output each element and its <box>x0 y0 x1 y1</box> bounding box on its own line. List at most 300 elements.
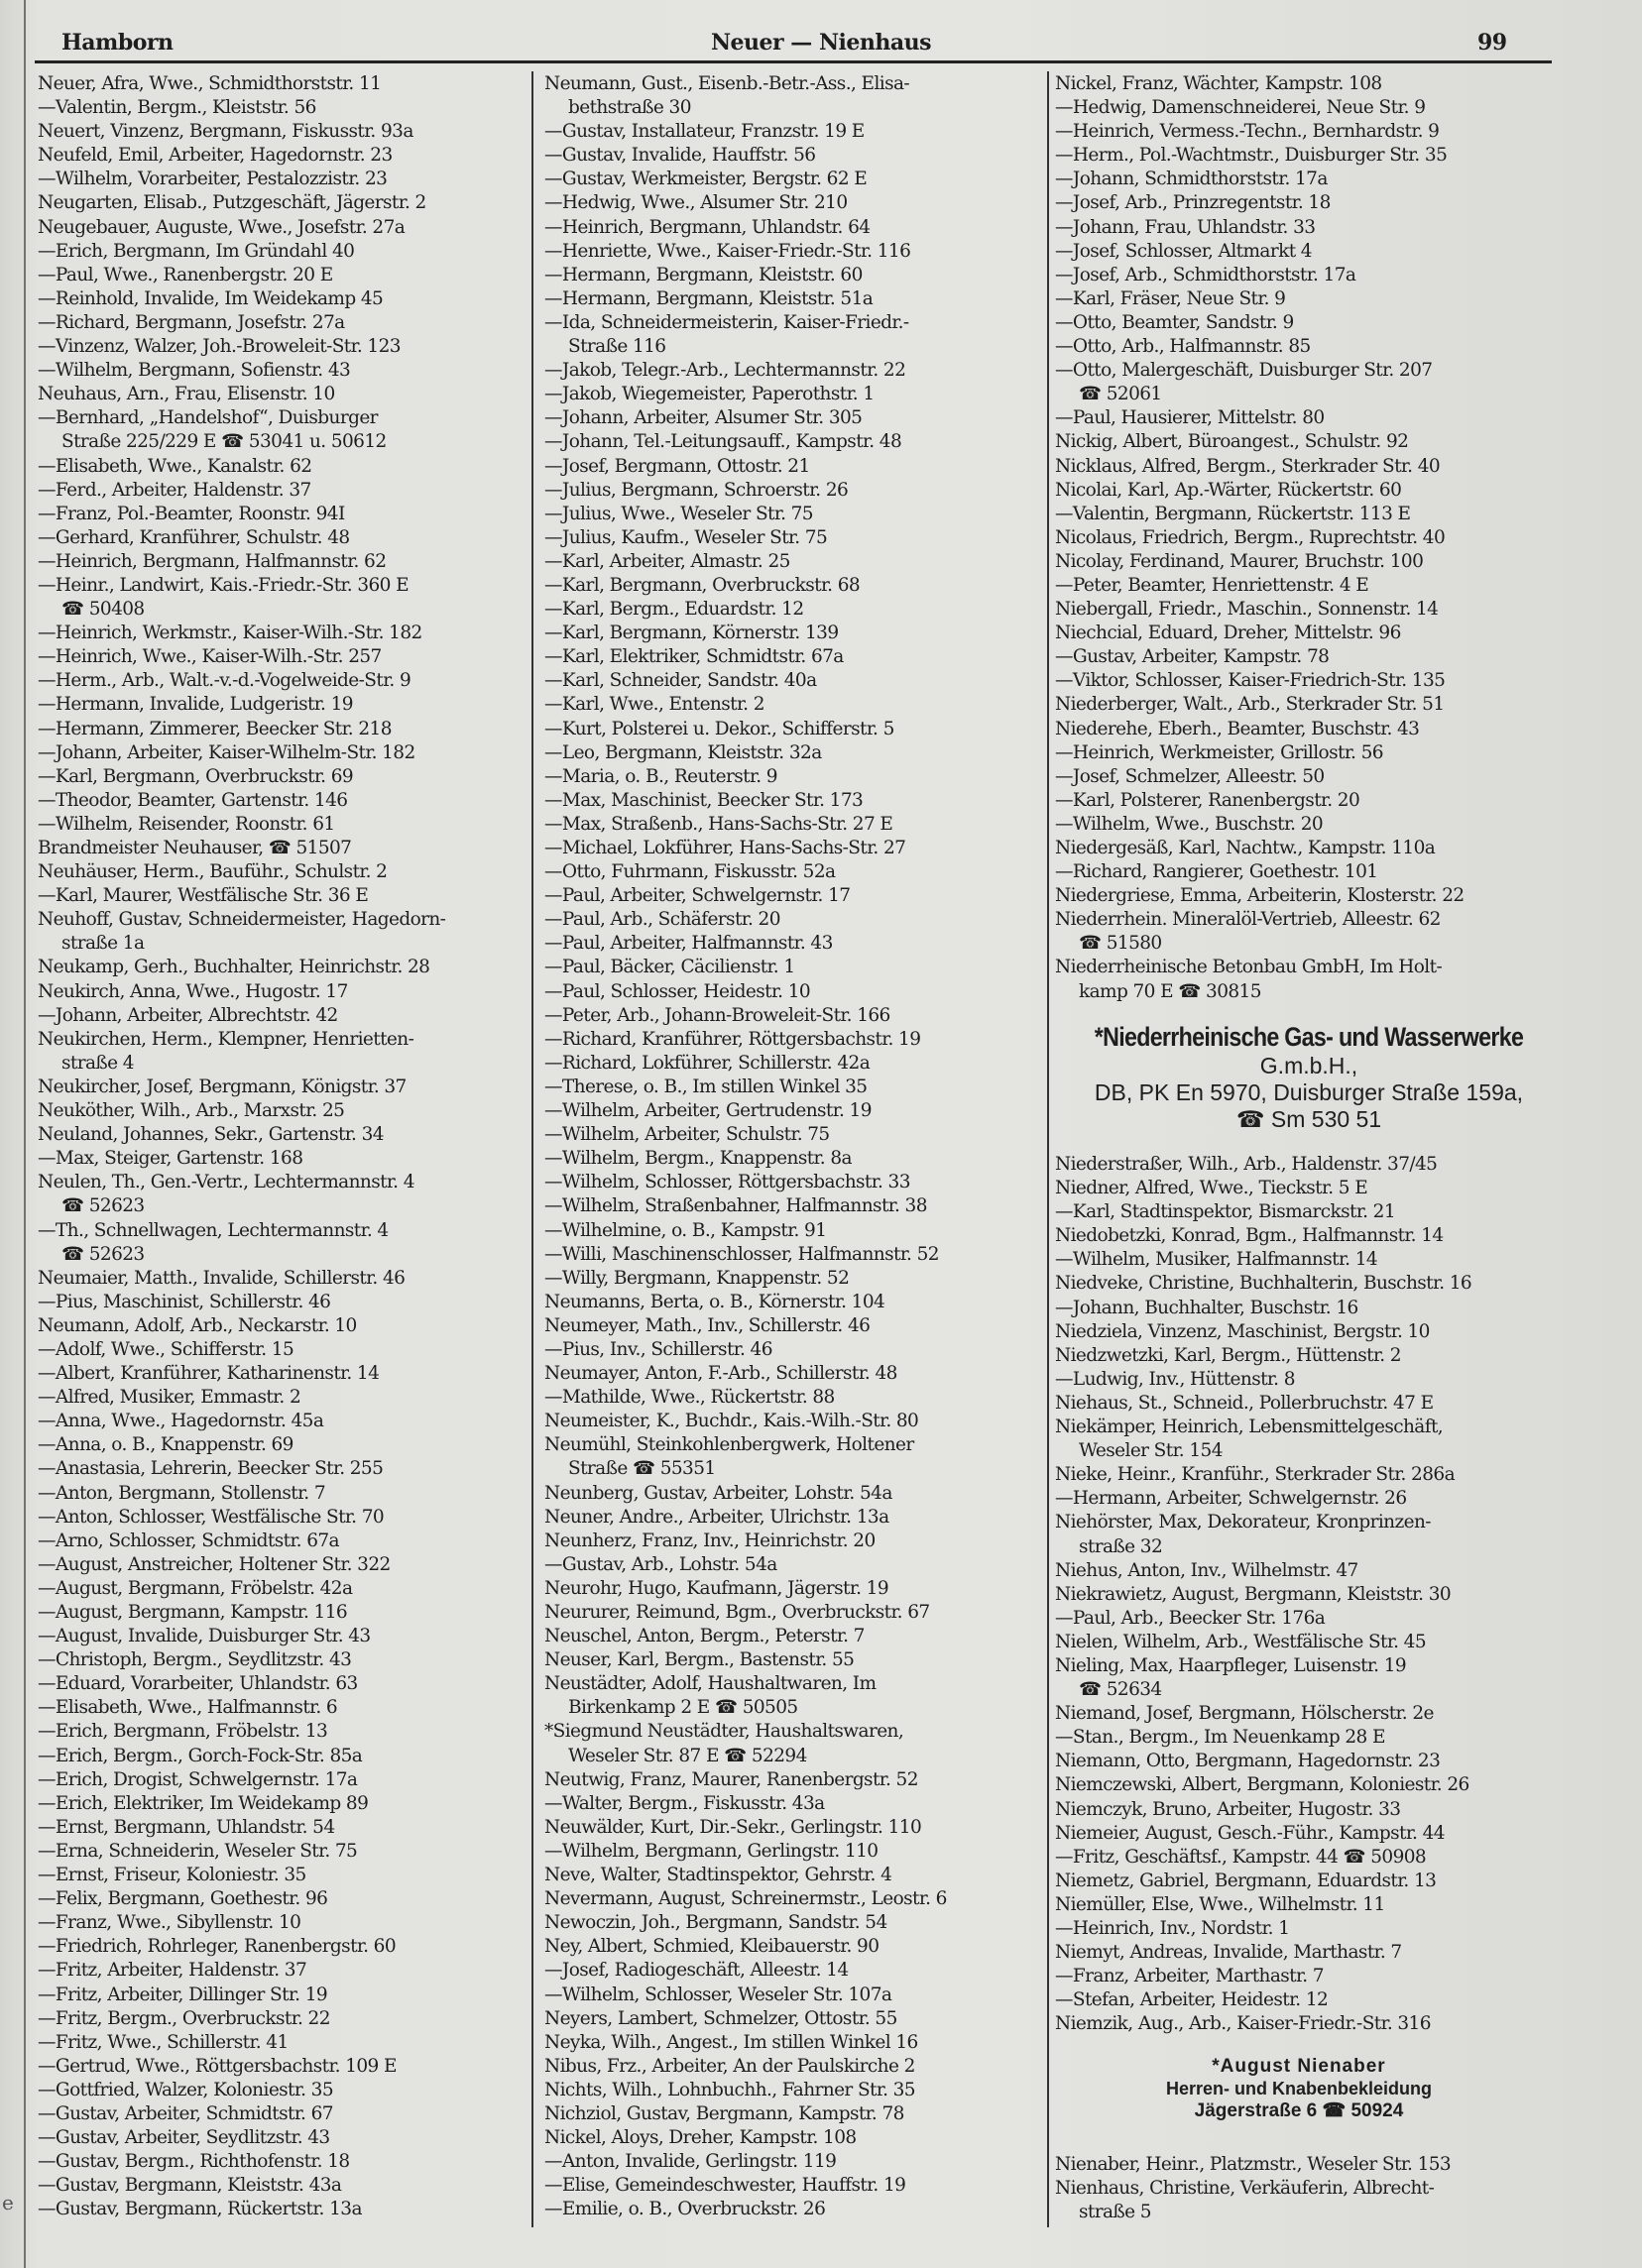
entry-line: —Fritz, Arbeiter, Dillinger Str. 19 <box>38 1984 328 2005</box>
directory-entry <box>1055 837 1465 860</box>
entry-line: Neumanns, Berta, o. B., Körnerstr. 104 <box>544 1291 885 1312</box>
directory-entry <box>38 622 445 645</box>
directory-entry <box>544 1935 947 1959</box>
entry-line: Neumühl, Steinkohlenbergwerk, Holtener <box>544 1434 914 1456</box>
entry-line: Niemann, Otto, Bergmann, Hagedornstr. 23 <box>1055 1751 1441 1772</box>
entry-line: —Josef, Radiogeschäft, Alleestr. 14 <box>544 1960 849 1982</box>
entry-line: —Ernst, Bergmann, Uhlandstr. 54 <box>38 1816 335 1838</box>
directory-entry <box>38 1672 445 1696</box>
entry-line: —Heinrich, Wwe., Kaiser-Wilh.-Str. 257 <box>38 646 382 668</box>
directory-entry <box>38 1720 445 1744</box>
entry-line: —Viktor, Schlosser, Kaiser-Friedrich-Str. 135 <box>1055 670 1446 692</box>
directory-entry <box>38 837 445 860</box>
directory-entry <box>544 1959 947 1983</box>
entry-line: —Gustav, Bergmann, Rückertstr. 13a <box>38 2199 362 2220</box>
directory-entry <box>38 718 445 741</box>
directory-entry <box>544 144 947 168</box>
directory-entry <box>544 2079 947 2102</box>
entry-line: Nicolai, Karl, Ap.-Wärter, Rückertstr. 60 <box>1055 479 1402 501</box>
entry-line: Niemüller, Else, Wwe., Wilhelmstr. 11 <box>1055 1893 1385 1915</box>
entry-line: —Arno, Schlosser, Schmidtstr. 67a <box>38 1530 339 1551</box>
entry-line: Neukirchen, Herm., Klempner, Henrietten- <box>38 1028 414 1050</box>
directory-entry <box>1055 718 1465 741</box>
entry-line: Neunherz, Franz, Inv., Heinrichstr. 20 <box>544 1530 876 1551</box>
entry-line: —Wilhelm, Arbeiter, Schulstr. 75 <box>544 1124 830 1146</box>
directory-entry <box>38 1984 445 2007</box>
directory-entry <box>544 1194 947 1218</box>
entry-line: Neugarten, Elisab., Putzgeschäft, Jägerstr. 2 <box>38 192 426 214</box>
entry-line: —Mathilde, Wwe., Rückertstr. 88 <box>544 1387 835 1409</box>
entry-line: Niekämper, Heinrich, Lebensmittelgeschäft, <box>1055 1417 1444 1438</box>
directory-entry <box>544 1672 947 1720</box>
directory-entry <box>1055 1297 1471 1320</box>
directory-entry <box>1055 311 1465 335</box>
entry-line: —Wilhelm, Vorarbeiter, Pestalozzistr. 23 <box>38 169 388 190</box>
entry-line: —Wilhelm, Schlosser, Röttgersbachstr. 33 <box>544 1172 910 1193</box>
directory-entry <box>1055 860 1465 884</box>
directory-entry <box>38 1314 445 1338</box>
entry-line: Neukirch, Anna, Wwe., Hugostr. 17 <box>38 980 348 1002</box>
directory-entry <box>1055 1702 1471 1726</box>
entry-continuation-line: straße 4 <box>61 1052 134 1074</box>
directory-entry <box>38 1482 445 1506</box>
entry-line: —Wilhelmine, o. B., Kampstr. 91 <box>544 1219 827 1241</box>
entry-line: Neuhaus, Arn., Frau, Elisenstr. 10 <box>38 384 335 405</box>
directory-entry <box>544 1601 947 1625</box>
entry-line: —Erich, Bergmann, Im Gründahl 40 <box>38 240 355 262</box>
entry-line: Niedergesäß, Karl, Nachtw., Kampstr. 110a <box>1055 838 1436 858</box>
directory-entry <box>544 932 947 956</box>
directory-entry <box>544 1553 947 1577</box>
advertisement-line: G.m.b.H., <box>1259 1053 1358 1078</box>
entry-line: —Fritz, Geschäftsf., Kampstr. 44 ☎ 50908 <box>1055 1846 1427 1868</box>
directory-entry <box>38 264 445 287</box>
entry-line: —Karl, Maurer, Westfälische Str. 36 E <box>38 885 369 907</box>
entry-line: Nickig, Albert, Büroangest., Schulstr. 92 <box>1055 431 1409 453</box>
directory-entry <box>1055 1846 1471 1870</box>
directory-entry <box>38 1219 445 1267</box>
directory-entry <box>544 1386 947 1410</box>
directory-entry <box>38 1530 445 1553</box>
directory-entry <box>544 550 947 574</box>
directory-entry <box>38 645 445 669</box>
entry-line: Niederstraßer, Wilh., Arb., Haldenstr. 37/45 <box>1055 1154 1438 1175</box>
entry-line: —Heinrich, Bergmann, Halfmannstr. 62 <box>38 550 387 572</box>
entry-continuation-line: Straße 116 <box>568 336 666 358</box>
directory-entry <box>1055 168 1465 191</box>
entry-line: —Paul, Arbeiter, Halfmannstr. 43 <box>544 933 833 955</box>
entry-line: Neyers, Lambert, Schmelzer, Ottostr. 55 <box>544 2007 897 2029</box>
directory-entry <box>1055 908 1465 956</box>
directory-entry <box>1055 1224 1471 1248</box>
entry-line: —Erich, Bergm., Gorch-Fock-Str. 85a <box>38 1745 363 1766</box>
entry-line: Nickel, Aloys, Dreher, Kampstr. 108 <box>544 2127 857 2149</box>
directory-entry <box>544 860 947 884</box>
entry-line: Nickel, Franz, Wächter, Kampstr. 108 <box>1055 73 1382 94</box>
directory-entry <box>1055 1773 1471 1797</box>
entry-continuation-line: straße 5 <box>1079 2202 1151 2223</box>
entry-line: Nichts, Wilh., Lohnbuchh., Fahrner Str. 35 <box>544 2079 915 2100</box>
entry-line: Niemczyk, Bruno, Arbeiter, Hugostr. 33 <box>1055 1798 1401 1820</box>
directory-entry <box>38 1362 445 1386</box>
directory-entry <box>544 1314 947 1338</box>
directory-entry <box>38 813 445 837</box>
directory-entry <box>544 741 947 765</box>
entry-continuation-line: Birkenkamp 2 E ☎ 50505 <box>568 1697 798 1719</box>
entry-line: —Fritz, Bergm., Overbruckstr. 22 <box>38 2007 330 2029</box>
directory-entry <box>544 311 947 359</box>
directory-entry <box>544 216 947 240</box>
entry-line: —Valentin, Bergm., Kleiststr. 56 <box>38 97 316 119</box>
advertisement-line: *Niederrheinische Gas- und Wasserwerke <box>1094 1022 1524 1052</box>
entry-line: —Therese, o. B., Im stillen Winkel 35 <box>544 1076 868 1097</box>
entry-line: Neururer, Reimund, Bgm., Overbruckstr. 67 <box>544 1602 930 1623</box>
directory-entry <box>1055 1631 1471 1654</box>
directory-entry <box>1055 335 1465 359</box>
entry-line: —Gustav, Arbeiter, Seydlitzstr. 43 <box>38 2127 330 2149</box>
entry-line: —Michael, Lokführer, Hans-Sachs-Str. 27 <box>544 838 906 858</box>
entry-line: —Heinrich, Inv., Nordstr. 1 <box>1055 1918 1290 1939</box>
advertisement-gas-waterworks <box>1051 1021 1567 1133</box>
entry-line: Niemyt, Andreas, Invalide, Marthastr. 7 <box>1055 1942 1402 1964</box>
entry-line: —Heinrich, Werkmstr., Kaiser-Wilh.-Str. 182 <box>38 623 422 644</box>
stray-mark: e <box>2 2191 14 2214</box>
entry-line: Neumann, Adolf, Arb., Neckarstr. 10 <box>38 1314 357 1336</box>
directory-entry <box>38 1386 445 1410</box>
entry-line: —Otto, Fuhrmann, Fiskusstr. 52a <box>544 861 836 883</box>
directory-entry <box>38 860 445 884</box>
entry-line: Neuschel, Anton, Bergm., Peterstr. 7 <box>544 1626 865 1647</box>
entry-line: —Kurt, Polsterei u. Dekor., Schifferstr. 5 <box>544 718 894 739</box>
entry-line: —Paul, Arbeiter, Schwelgernstr. 17 <box>544 885 851 907</box>
directory-entry <box>1055 144 1465 168</box>
entry-line: —Theodor, Beamter, Gartenstr. 146 <box>38 789 348 811</box>
entry-line: —Ida, Schneidermeisterin, Kaiser-Friedr.- <box>544 311 909 333</box>
directory-entry <box>544 1099 947 1123</box>
directory-entry <box>544 1720 947 1767</box>
directory-entry <box>38 96 445 120</box>
directory-entry <box>1055 191 1465 215</box>
entry-line: Neustädter, Adolf, Haushaltwaren, Im <box>544 1673 877 1695</box>
directory-entry <box>38 2198 445 2221</box>
directory-entry <box>38 789 445 813</box>
entry-line: —Hedwig, Wwe., Alsumer Str. 210 <box>544 192 848 214</box>
directory-entry <box>544 1887 947 1911</box>
directory-entry <box>544 479 947 503</box>
entry-line: —Felix, Bergmann, Goethestr. 96 <box>38 1888 328 1910</box>
entry-line: Nevermann, August, Schreinermstr., Leostr. 6 <box>544 1888 947 1910</box>
entry-line: —Karl, Bergmann, Overbruckstr. 68 <box>544 574 861 596</box>
directory-entry <box>544 789 947 813</box>
entry-line: —Johann, Tel.-Leitungsauff., Kampstr. 48 <box>544 431 902 453</box>
entry-line: Neuwälder, Kurt, Dir.-Sekr., Gerlingstr. 110 <box>544 1816 922 1838</box>
entry-line: Neukircher, Josef, Bergmann, Königstr. 37 <box>38 1076 407 1097</box>
directory-entry <box>544 120 947 144</box>
directory-entry <box>38 550 445 574</box>
entry-line: —Erich, Elektriker, Im Weidekamp 89 <box>38 1792 369 1814</box>
directory-entry <box>544 1004 947 1028</box>
directory-entry <box>544 645 947 669</box>
header-range: Neuer — Nienhaus <box>710 30 932 56</box>
directory-entry <box>1055 1463 1471 1487</box>
entry-line: Niedziela, Vinzenz, Maschinist, Bergstr. 10 <box>1055 1320 1430 1342</box>
entry-line: —Wilhelm, Bergm., Knappenstr. 8a <box>544 1148 852 1170</box>
entry-line: —Max, Maschinist, Beecker Str. 173 <box>544 789 864 811</box>
entry-line: —Gustav, Invalide, Hauffstr. 56 <box>544 145 816 167</box>
directory-entry <box>544 264 947 287</box>
entry-line: Niemeier, August, Gesch.-Führ., Kampstr. 44 <box>1055 1822 1445 1844</box>
directory-entry <box>1055 622 1465 645</box>
entry-line: —Gerhard, Kranführer, Schulstr. 48 <box>38 526 350 548</box>
entry-line: —Willy, Bergmann, Knappenstr. 52 <box>544 1267 850 1289</box>
directory-entry <box>38 1959 445 1983</box>
directory-entry <box>544 1076 947 1099</box>
advertisement-line: Jägerstraße 6 ☎ 50924 <box>1194 2100 1404 2121</box>
directory-entry <box>38 574 445 622</box>
entry-line: Niedzwetzki, Karl, Bergm., Hüttenstr. 2 <box>1055 1344 1401 1366</box>
entry-line: Nienhaus, Christine, Verkäuferin, Albrecht- <box>1055 2178 1435 2200</box>
entry-line: —Johann, Arbeiter, Alsumer Str. 305 <box>544 407 863 429</box>
directory-entry <box>544 813 947 837</box>
entry-line: —Johann, Frau, Uhlandstr. 33 <box>1055 216 1316 238</box>
entry-line: —Franz, Pol.-Beamter, Roonstr. 94I <box>38 503 345 524</box>
entry-line: Niederrhein. Mineralöl-Vertrieb, Alleestr. 62 <box>1055 909 1441 931</box>
directory-entry <box>544 168 947 191</box>
entry-line: —Hedwig, Damenschneiderei, Neue Str. 9 <box>1055 97 1426 119</box>
entry-line: Niemzik, Aug., Arb., Kaiser-Friedr.-Str. 316 <box>1055 2013 1431 2035</box>
directory-entry <box>38 406 445 454</box>
entry-line: —Erna, Schneiderin, Weseler Str. 75 <box>38 1840 358 1862</box>
entry-line: —Wilhelm, Schlosser, Weseler Str. 107a <box>544 1984 892 2005</box>
directory-entry <box>38 765 445 789</box>
entry-line: Nielen, Wilhelm, Arb., Westfälische Str. 45 <box>1055 1631 1427 1652</box>
entry-line: —Henriette, Wwe., Kaiser-Friedr.-Str. 116 <box>544 240 911 262</box>
directory-entry <box>38 168 445 191</box>
entry-line: —Karl, Fräser, Neue Str. 9 <box>1055 287 1286 309</box>
entry-line: —Gertrud, Wwe., Röttgersbachstr. 109 E <box>38 2055 397 2077</box>
column-3-middle <box>1055 1153 1471 2036</box>
directory-entry <box>1055 669 1465 693</box>
entry-line: Neuert, Vinzenz, Bergmann, Fiskusstr. 93a <box>38 121 413 143</box>
directory-entry <box>1055 359 1465 406</box>
entry-line: Niemand, Josef, Bergmann, Hölscherstr. 2e <box>1055 1703 1434 1725</box>
entry-line: —Karl, Schneider, Sandstr. 40a <box>544 670 817 692</box>
directory-entry <box>38 1123 445 1147</box>
directory-entry <box>544 406 947 430</box>
entry-continuation-line: ☎ 52061 <box>1079 384 1162 405</box>
directory-entry <box>38 1887 445 1911</box>
entry-line: —Johann, Buchhalter, Buschstr. 16 <box>1055 1297 1358 1318</box>
entry-line: —Alfred, Musiker, Emmastr. 2 <box>38 1387 301 1409</box>
entry-line: —Wilhelm, Reisender, Roonstr. 61 <box>38 813 335 835</box>
directory-entry <box>1055 216 1465 240</box>
directory-entry <box>38 2055 445 2079</box>
directory-entry <box>1055 1392 1471 1416</box>
directory-entry <box>1055 1965 1471 1988</box>
directory-entry <box>38 1457 445 1481</box>
entry-line: —Anastasia, Lehrerin, Beecker Str. 255 <box>38 1458 384 1480</box>
entry-line: —Anton, Invalide, Gerlingstr. 119 <box>544 2151 837 2173</box>
entry-continuation-line: bethstraße 30 <box>568 97 691 119</box>
entry-line: —Elisabeth, Wwe., Kanalstr. 62 <box>38 455 312 477</box>
entry-line: —Valentin, Bergmann, Rückertstr. 113 E <box>1055 503 1411 524</box>
directory-entry <box>38 2031 445 2055</box>
advertisement-line: DB, PK En 5970, Duisburger Straße 159a, <box>1094 1079 1524 1105</box>
entry-line: —Jakob, Wiegemeister, Paperothstr. 1 <box>544 384 875 405</box>
directory-entry <box>38 1745 445 1768</box>
directory-entry <box>1055 1153 1471 1177</box>
directory-entry <box>1055 1416 1471 1463</box>
directory-entry <box>544 455 947 479</box>
entry-line: Neuköther, Wilh., Arb., Marxstr. 25 <box>38 1100 345 1122</box>
entry-continuation-line: ☎ 52623 <box>61 1195 145 1217</box>
entry-line: Neunberg, Gustav, Arbeiter, Lohstr. 54a <box>544 1482 892 1504</box>
entry-line: —Emilie, o. B., Overbruckstr. 26 <box>544 2199 826 2220</box>
entry-line: —Herm., Arb., Walt.-v.-d.-Vogelweide-Str. 9 <box>38 670 411 692</box>
entry-line: Neumann, Gust., Eisenb.-Betr.-Ass., Elisa- <box>544 73 910 94</box>
entry-line: Neufeld, Emil, Arbeiter, Hagedornstr. 23 <box>38 145 393 167</box>
directory-entry <box>38 1410 445 1433</box>
entry-line: —Stan., Bergm., Im Neuenkamp 28 E <box>1055 1727 1385 1749</box>
directory-entry <box>1055 693 1465 717</box>
directory-entry <box>1055 598 1465 622</box>
entry-line: —Willi, Maschinenschlosser, Halfmannstr. 52 <box>544 1243 939 1265</box>
page-edge <box>24 0 26 2268</box>
entry-line: —Franz, Arbeiter, Marthastr. 7 <box>1055 1966 1324 1987</box>
entry-line: Neuhäuser, Herm., Bauführ., Schulstr. 2 <box>38 861 388 883</box>
directory-entry <box>1055 2177 1451 2224</box>
page-number: 99 <box>1477 30 1507 56</box>
directory-entry <box>38 2174 445 2198</box>
directory-entry <box>1055 1559 1471 1583</box>
directory-entry <box>1055 1344 1471 1368</box>
entry-line: —Stefan, Arbeiter, Heidestr. 12 <box>1055 1989 1329 2011</box>
directory-entry <box>1055 789 1465 813</box>
directory-entry <box>38 2007 445 2031</box>
entry-continuation-line: ☎ 51580 <box>1079 933 1162 955</box>
entry-line: —Paul, Schlosser, Heidestr. 10 <box>544 980 811 1002</box>
entry-line: —Fritz, Arbeiter, Haldenstr. 37 <box>38 1960 307 1982</box>
directory-entry <box>38 1601 445 1625</box>
entry-line: —Gottfried, Walzer, Koloniestr. 35 <box>38 2079 334 2100</box>
entry-line: Neuer, Afra, Wwe., Schmidthorststr. 11 <box>38 73 382 94</box>
directory-entry <box>38 479 445 503</box>
advertisement-line: *August Nienaber <box>1212 2056 1386 2077</box>
directory-entry <box>38 2126 445 2150</box>
entry-line: —Paul, Bäcker, Cäcilienstr. 1 <box>544 957 795 978</box>
entry-line: —Wilhelm, Straßenbahner, Halfmannstr. 38 <box>544 1195 927 1217</box>
directory-entry <box>38 1768 445 1792</box>
entry-line: —Josef, Schmelzer, Alleestr. 50 <box>1055 765 1325 787</box>
directory-entry <box>1055 96 1465 120</box>
directory-entry <box>1055 1750 1471 1773</box>
directory-entry <box>544 72 947 120</box>
entry-line: —Wilhelm, Arbeiter, Gertrudenstr. 19 <box>544 1100 872 1122</box>
entry-line: Niederberger, Walt., Arb., Sterkrader Str. 51 <box>1055 694 1445 716</box>
directory-entry <box>544 1482 947 1506</box>
entry-line: —Gustav, Installateur, Franzstr. 19 E <box>544 121 865 143</box>
entry-line: —Paul, Arb., Beecker Str. 176a <box>1055 1607 1326 1629</box>
entry-continuation-line: ☎ 52623 <box>61 1243 145 1265</box>
directory-entry <box>38 1004 445 1028</box>
directory-entry <box>1055 287 1465 311</box>
directory-entry <box>38 1338 445 1362</box>
directory-entry <box>1055 645 1465 669</box>
entry-line: —Gustav, Werkmeister, Bergstr. 62 E <box>544 169 868 190</box>
directory-entry <box>38 1267 445 1291</box>
directory-entry <box>1055 1607 1471 1631</box>
entry-line: —Karl, Elektriker, Schmidtstr. 67a <box>544 646 844 668</box>
directory-entry <box>38 335 445 359</box>
directory-entry <box>544 956 947 979</box>
directory-entry <box>1055 550 1465 574</box>
header-rule <box>35 60 1552 63</box>
directory-entry <box>38 1648 445 1672</box>
directory-entry <box>38 1696 445 1720</box>
entry-line: —Hermann, Bergmann, Kleiststr. 51a <box>544 287 874 309</box>
directory-entry <box>544 1433 947 1481</box>
entry-line: Nicolay, Ferdinand, Maurer, Bruchstr. 100 <box>1055 550 1424 572</box>
entry-line: Niedergriese, Emma, Arbeiterin, Klosterstr. 22 <box>1055 885 1465 907</box>
entry-line: Brandmeister Neuhauser, ☎ 51507 <box>38 838 352 858</box>
entry-line: —Walter, Bergm., Fiskusstr. 43a <box>544 1792 825 1814</box>
directory-entry <box>544 1028 947 1052</box>
directory-entry <box>1055 1822 1471 1846</box>
directory-entry <box>1055 1988 1471 2012</box>
entry-line: Nieke, Heinr., Kranführ., Sterkrader Str. 286a <box>1055 1464 1455 1486</box>
entry-line: Neuser, Karl, Bergm., Bastenstr. 55 <box>544 1649 855 1671</box>
entry-line: —Friedrich, Rohrleger, Ranenbergstr. 60 <box>38 1936 397 1958</box>
entry-line: Niederrheinische Betonbau GmbH, Im Holt- <box>1055 957 1443 978</box>
entry-line: —Richard, Rangierer, Goethestr. 101 <box>1055 861 1378 883</box>
directory-entry <box>544 191 947 215</box>
directory-entry <box>544 765 947 789</box>
directory-entry <box>38 908 445 956</box>
directory-entry <box>38 1099 445 1123</box>
entry-line: —Hermann, Bergmann, Kleiststr. 60 <box>544 264 863 285</box>
directory-entry <box>544 1147 947 1171</box>
directory-entry <box>38 2102 445 2126</box>
directory-entry <box>38 72 445 96</box>
entry-line: —Gustav, Bergmann, Kleiststr. 43a <box>38 2175 342 2197</box>
entry-line: —Gustav, Arbeiter, Schmidtstr. 67 <box>38 2102 333 2124</box>
directory-entry <box>544 430 947 454</box>
entry-line: —Heinr., Landwirt, Kais.-Friedr.-Str. 360 E <box>38 574 410 596</box>
entry-line: —Wilhelm, Wwe., Buschstr. 20 <box>1055 813 1324 835</box>
directory-entry <box>1055 956 1465 1003</box>
entry-line: —Th., Schnellwagen, Lechtermannstr. 4 <box>38 1219 389 1241</box>
directory-entry <box>1055 1511 1471 1558</box>
entry-continuation-line: Straße 225/229 E ☎ 53041 u. 50612 <box>61 431 387 453</box>
directory-entry <box>38 1816 445 1840</box>
directory-entry <box>1055 455 1465 479</box>
directory-entry <box>1055 503 1465 526</box>
entry-line: —Richard, Bergmann, Josefstr. 27a <box>38 311 345 333</box>
directory-entry <box>544 526 947 550</box>
directory-entry <box>544 718 947 741</box>
entry-line: Neutwig, Franz, Maurer, Ranenbergstr. 52 <box>544 1768 918 1790</box>
column-2 <box>544 72 947 2221</box>
directory-entry <box>544 1648 947 1672</box>
directory-entry <box>38 2150 445 2174</box>
directory-entry <box>1055 765 1465 789</box>
entry-line: —Paul, Hausierer, Mittelstr. 80 <box>1055 407 1325 429</box>
directory-entry <box>1055 1726 1471 1750</box>
entry-line: —Hermann, Invalide, Ludgeristr. 19 <box>38 694 353 716</box>
directory-entry <box>38 191 445 215</box>
directory-entry <box>38 1864 445 1887</box>
entry-line: —Paul, Arb., Schäferstr. 20 <box>544 909 780 931</box>
